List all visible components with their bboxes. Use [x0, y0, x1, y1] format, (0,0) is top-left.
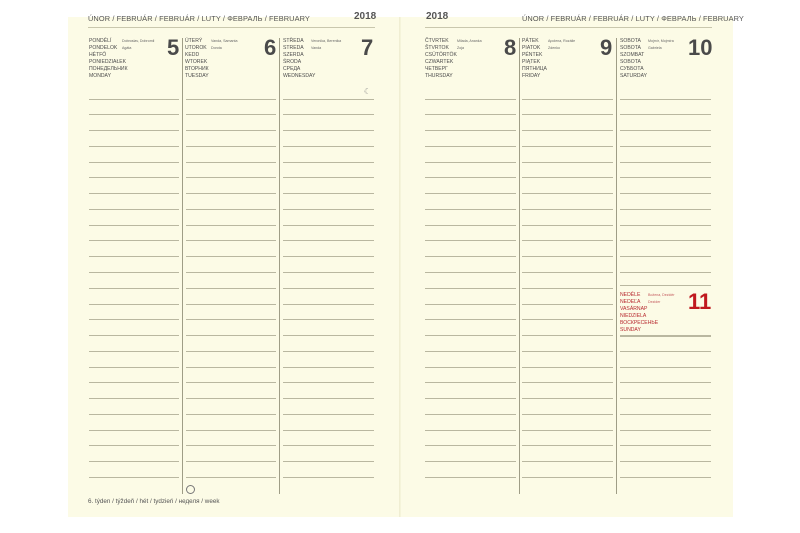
writing-line [89, 130, 179, 131]
writing-line [620, 193, 711, 194]
writing-line [620, 256, 711, 257]
writing-line [522, 414, 613, 415]
writing-line [89, 288, 179, 289]
writing-line [522, 351, 613, 352]
writing-line [186, 256, 276, 257]
writing-line [620, 445, 711, 446]
writing-line [620, 209, 711, 210]
writing-line [283, 114, 374, 115]
writing-line [522, 304, 613, 305]
writing-line [522, 430, 613, 431]
writing-line [89, 162, 179, 163]
writing-line [186, 398, 276, 399]
writing-line [89, 398, 179, 399]
writing-line [283, 351, 374, 352]
writing-line [283, 146, 374, 147]
writing-line [425, 114, 516, 115]
writing-line [425, 288, 516, 289]
writing-line [425, 240, 516, 241]
writing-line [186, 209, 276, 210]
name-days-7: Veronika, Berenika Vanda [311, 39, 342, 51]
writing-line [89, 461, 179, 462]
writing-line [425, 272, 516, 273]
writing-line [620, 225, 711, 226]
name-days-8: Milada, Ananka Zoja [457, 39, 482, 51]
writing-line [283, 414, 374, 415]
writing-line [283, 367, 374, 368]
writing-line [283, 430, 374, 431]
writing-line [620, 398, 711, 399]
writing-line [89, 177, 179, 178]
writing-line [522, 382, 613, 383]
writing-line [425, 335, 516, 336]
writing-line [620, 130, 711, 131]
writing-line [620, 272, 711, 273]
writing-line [89, 225, 179, 226]
writing-line [186, 162, 276, 163]
day-column-6 [185, 35, 277, 108]
day-column-9 [522, 35, 613, 108]
writing-line [620, 382, 711, 383]
day-number-6: 6 [264, 35, 277, 60]
writing-line [283, 477, 374, 478]
writing-line [283, 304, 374, 305]
writing-line [620, 461, 711, 462]
writing-line [283, 225, 374, 226]
writing-line [522, 288, 613, 289]
writing-line [425, 477, 516, 478]
writing-line [186, 304, 276, 305]
writing-line [522, 272, 613, 273]
writing-line [425, 382, 516, 383]
day-names-5: PONDĚLÍ PONDELOK HÉTFŐ PONIEDZIAŁEK ПОНЕДЕЛЬНИК MONDAY [89, 38, 128, 80]
writing-line [522, 99, 613, 100]
column-divider [519, 38, 520, 494]
writing-line [186, 319, 276, 320]
day-names-6: ÚTERÝ UTOROK KEDD WTOREK ВТОРНИК TUESDAY [185, 38, 209, 80]
writing-line [89, 445, 179, 446]
writing-line [186, 382, 276, 383]
day-number-7: 7 [361, 35, 374, 60]
writing-line [186, 430, 276, 431]
day-names-8: ČTVRTEK ŠTVRTOK CSÜTÖRTÖK CZWARTEK ЧЕТВЕРГ THURSDAY [425, 38, 457, 80]
column-divider [279, 38, 280, 494]
writing-line [620, 146, 711, 147]
writing-line [186, 193, 276, 194]
day-number-10: 10 [688, 35, 713, 60]
right-header-rule [425, 27, 712, 28]
day-number-11: 11 [688, 289, 712, 314]
writing-line [89, 477, 179, 478]
writing-line [283, 209, 374, 210]
day-names-9: PÁTEK PIATOK PÉNTEK PIĄTEK ПЯТНИЦА FRIDAY [522, 38, 547, 80]
day-names-7: STŘEDA STREDA SZERDA ŚRODA СРЕДА WEDNESDAY [283, 38, 316, 80]
writing-line [522, 256, 613, 257]
writing-line [283, 193, 374, 194]
writing-line [186, 240, 276, 241]
writing-line [283, 162, 374, 163]
writing-line [425, 162, 516, 163]
writing-line [89, 335, 179, 336]
writing-line [620, 414, 711, 415]
name-days-11: Božena, Dezidér Dezider [648, 293, 675, 305]
writing-line [522, 225, 613, 226]
writing-line [522, 367, 613, 368]
writing-line [522, 146, 613, 147]
writing-line [425, 177, 516, 178]
writing-line [425, 304, 516, 305]
writing-line [283, 398, 374, 399]
writing-line [425, 256, 516, 257]
writing-line [620, 430, 711, 431]
writing-line [283, 382, 374, 383]
book-spine [399, 17, 401, 517]
left-month-header: ÚNOR / FEBRUÁR / FEBRUÁR / LUTY / ФЕВРАЛЬ / FEBRUARY [88, 14, 310, 23]
writing-line [283, 99, 374, 100]
writing-line [425, 225, 516, 226]
writing-line [89, 272, 179, 273]
writing-line [186, 445, 276, 446]
right-month-header: ÚNOR / FEBRUÁR / FEBRUÁR / LUTY / ФЕВРАЛЬ / FEBRUARY [522, 14, 744, 23]
writing-line [620, 285, 711, 286]
writing-line [425, 130, 516, 131]
day-column-5 [89, 35, 180, 108]
writing-line [620, 351, 711, 352]
writing-line [425, 146, 516, 147]
writing-line [283, 240, 374, 241]
writing-line [186, 351, 276, 352]
name-days-5: Dobroslav, Dobromil Agáta [122, 39, 155, 51]
writing-line [186, 414, 276, 415]
writing-line [283, 130, 374, 131]
writing-line [283, 288, 374, 289]
writing-line [283, 272, 374, 273]
writing-line [620, 367, 711, 368]
writing-line [89, 193, 179, 194]
writing-line [620, 240, 711, 241]
writing-line [522, 477, 613, 478]
writing-line [186, 177, 276, 178]
name-days-6: Vanda, Samanta Dorota [211, 39, 238, 51]
writing-line [620, 477, 711, 478]
writing-line [425, 367, 516, 368]
writing-line [522, 177, 613, 178]
moon-phase-icon: ☾ [363, 87, 371, 96]
writing-line [89, 256, 179, 257]
day-number-9: 9 [600, 35, 613, 60]
writing-line [522, 461, 613, 462]
week-footer: 6. týden / týždeň / hét / tydzień / неделя / week [88, 498, 220, 505]
writing-line [522, 162, 613, 163]
writing-line [89, 351, 179, 352]
writing-line [89, 146, 179, 147]
writing-line [89, 430, 179, 431]
writing-line [425, 193, 516, 194]
writing-line [89, 414, 179, 415]
writing-line [186, 288, 276, 289]
writing-line [425, 319, 516, 320]
writing-line [89, 240, 179, 241]
writing-line [522, 398, 613, 399]
day-number-8: 8 [504, 35, 517, 60]
name-days-9: Apolena, Rozálie Zdenko [548, 39, 576, 51]
name-days-10: Mojmír, Mojmíra Gabriela [648, 39, 674, 51]
writing-line [186, 335, 276, 336]
writing-line [425, 445, 516, 446]
day-column-10 [620, 35, 713, 108]
writing-line [522, 319, 613, 320]
writing-line [283, 319, 374, 320]
writing-line [425, 461, 516, 462]
column-divider [616, 38, 617, 494]
day-column-8 [425, 35, 517, 108]
day-column-7 [283, 35, 374, 108]
writing-line [89, 319, 179, 320]
day-number-5: 5 [167, 35, 180, 60]
writing-line [283, 445, 374, 446]
writing-line [620, 114, 711, 115]
writing-line [89, 367, 179, 368]
writing-line [522, 209, 613, 210]
writing-line [186, 225, 276, 226]
writing-line [89, 304, 179, 305]
writing-line [283, 335, 374, 336]
day-names-11: NEDĚLE NEDEĽA VASÁRNAP NIEDZIELA ВОСКРЕСЕНЬЕ SUNDAY [620, 292, 659, 334]
writing-line [186, 130, 276, 131]
writing-line [425, 414, 516, 415]
writing-line [425, 209, 516, 210]
writing-line [186, 461, 276, 462]
writing-line [620, 336, 711, 337]
writing-line [522, 193, 613, 194]
left-header-rule [88, 27, 375, 28]
writing-line [186, 146, 276, 147]
writing-line [522, 240, 613, 241]
writing-line [425, 398, 516, 399]
writing-line [89, 209, 179, 210]
writing-line [283, 256, 374, 257]
writing-line [620, 177, 711, 178]
writing-line [186, 367, 276, 368]
writing-line [522, 445, 613, 446]
writing-line [522, 130, 613, 131]
writing-line [89, 382, 179, 383]
writing-line [522, 335, 613, 336]
writing-line [620, 162, 711, 163]
writing-line [425, 99, 516, 100]
writing-line [186, 114, 276, 115]
writing-line [283, 461, 374, 462]
writing-line [425, 430, 516, 431]
writing-line [620, 99, 711, 100]
writing-line [186, 99, 276, 100]
writing-line [283, 177, 374, 178]
writing-line [186, 477, 276, 478]
writing-line [425, 351, 516, 352]
left-year: 2018 [354, 11, 377, 22]
column-divider [182, 38, 183, 494]
writing-line [186, 272, 276, 273]
day-names-10: SOBOTA SOBOTA SZOMBAT SOBOTA СУББОТА SATURDAY [620, 38, 647, 80]
writing-line [522, 114, 613, 115]
right-year: 2018 [426, 11, 449, 22]
globe-icon [186, 485, 195, 494]
writing-line [89, 99, 179, 100]
writing-line [89, 114, 179, 115]
